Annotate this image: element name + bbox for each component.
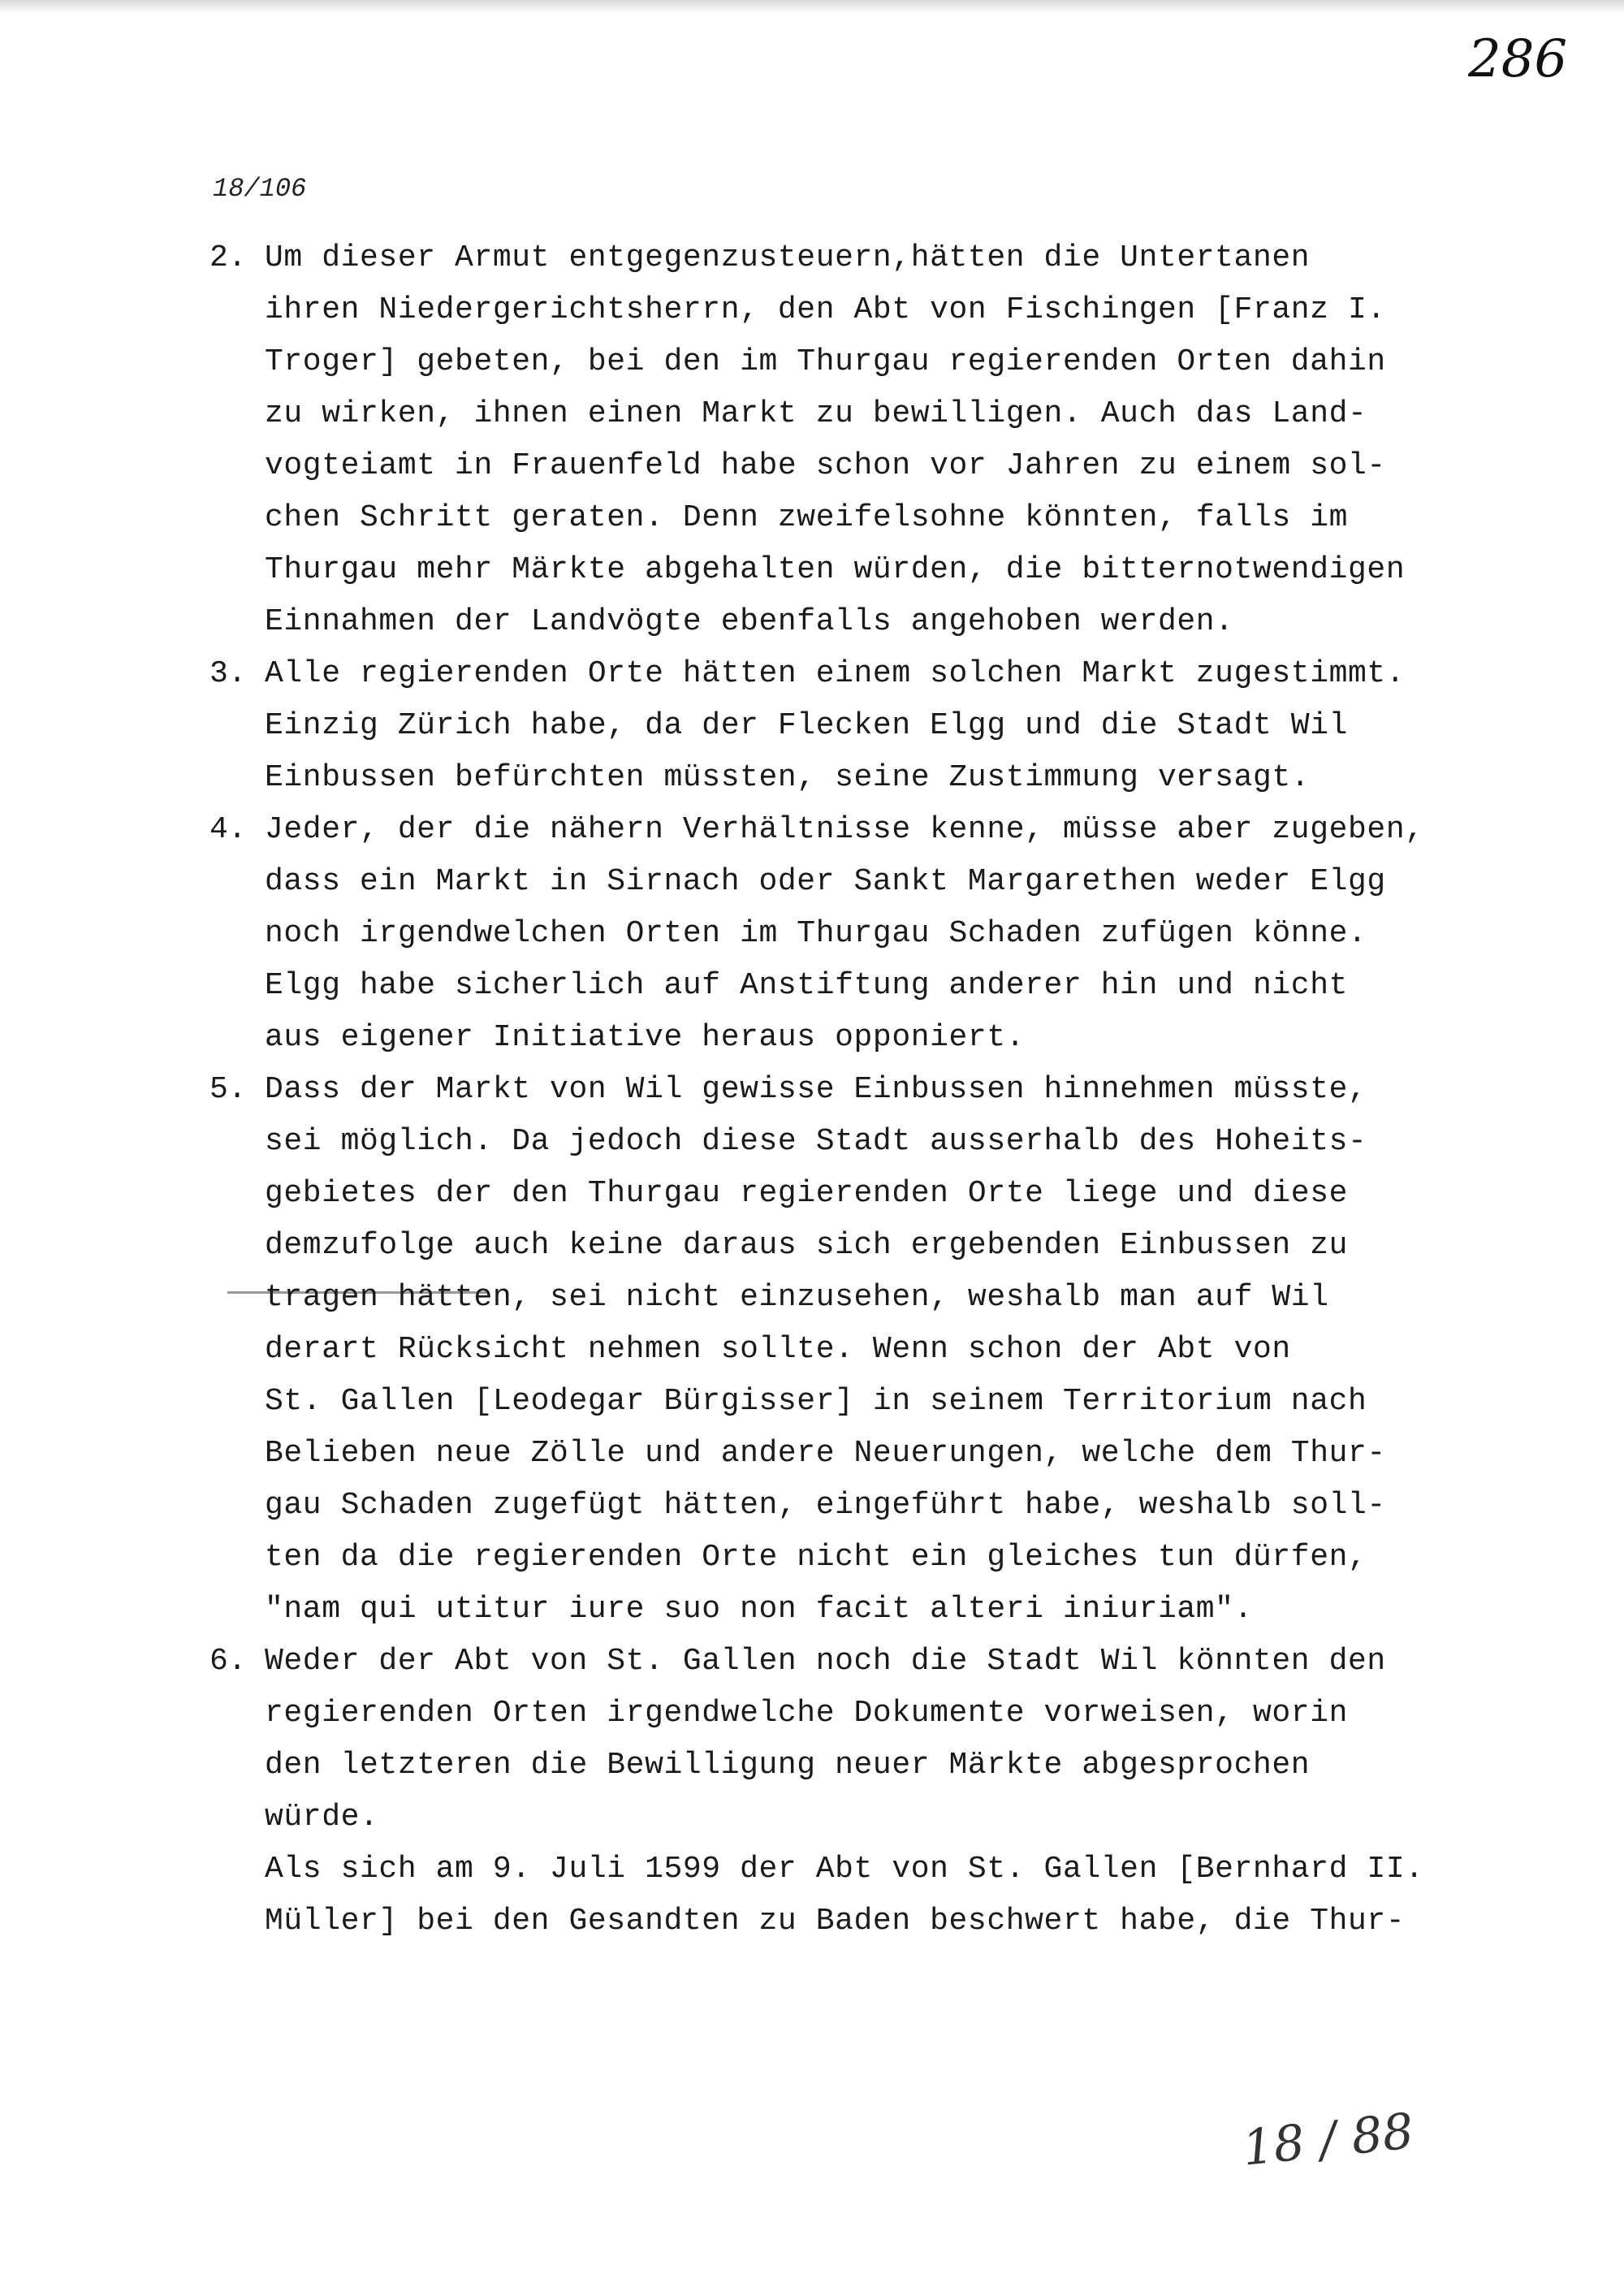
text-line: Weder der Abt von St. Gallen noch die Stadt Wil könnten den [265,1644,1386,1679]
handwritten-folio-number: 18 / 88 [1239,2103,1417,2177]
text-line: Belieben neue Zölle und andere Neuerungen, welche dem Thur- [265,1436,1386,1471]
text-line: gau Schaden zugefügt hätten, eingeführt habe, weshalb soll- [265,1488,1386,1523]
text-line: ten da die regierenden Orte nicht ein gleiches tun dürfen, [265,1540,1367,1575]
text-line: gebietes der den Thurgau regierenden Orte liege und diese [265,1176,1349,1211]
text-line: aus eigener Initiative heraus opponiert. [265,1020,1026,1055]
text-line: chen Schritt geraten. Denn zweifelsohne könnten, falls im [265,500,1349,535]
item-number: 6. [209,1644,247,1679]
text-line: dass ein Markt in Sirnach oder Sankt Margarethen weder Elgg [265,864,1386,899]
text-line: Dass der Markt von Wil gewisse Einbussen hinnehmen müsste, [265,1072,1367,1107]
text-line: Thurgau mehr Märkte abgehalten würden, die bitternotwendigen [265,552,1406,587]
text-line: Elgg habe sicherlich auf Anstiftung anderer hin und nicht [265,968,1349,1003]
text-line: sei möglich. Da jedoch diese Stadt ausserhalb des Hoheits- [265,1124,1367,1159]
page-stamp-number: 286 [1468,29,1568,89]
scan-edge [0,0,1624,13]
text-line: Jeder, der die nähern Verhältnisse kenne, müsse aber zugeben, [265,812,1424,847]
text-line: Einbussen befürchten müssten, seine Zustimmung versagt. [265,760,1311,795]
text-line: ihren Niedergerichtsherrn, den Abt von Fischingen [Franz I. [265,292,1386,327]
document-reference: 18/106 [213,174,307,204]
text-line: Troger] gebeten, bei den im Thurgau regierenden Orten dahin [265,344,1386,379]
text-line: derart Rücksicht nehmen sollte. Wenn schon der Abt von [265,1332,1291,1367]
text-line: vogteiamt in Frauenfeld habe schon vor Jahren zu einem sol- [265,448,1386,483]
text-line: Müller] bei den Gesandten zu Baden beschwert habe, die Thur- [265,1904,1406,1939]
text-line: tragen hätten, sei nicht einzusehen, weshalb man auf Wil [265,1280,1329,1315]
text-line: demzufolge auch keine daraus sich ergebenden Einbussen zu [265,1228,1349,1263]
text-line: Einnahmen der Landvögte ebenfalls angehoben werden. [265,604,1234,639]
text-line: noch irgendwelchen Orten im Thurgau Schaden zufügen könne. [265,916,1367,951]
item-number: 3. [209,656,247,691]
text-line: Als sich am 9. Juli 1599 der Abt von St. Gallen [Bernhard II. [265,1852,1424,1887]
text-line: zu wirken, ihnen einen Markt zu bewilligen. Auch das Land- [265,396,1367,431]
item-number: 5. [209,1072,247,1107]
text-line: St. Gallen [Leodegar Bürgisser] in seinem Territorium nach [265,1384,1367,1419]
text-line: regierenden Orten irgendwelche Dokumente vorweisen, worin [265,1696,1349,1731]
text-line: Alle regierenden Orte hätten einem solchen Markt zugestimmt. [265,656,1406,691]
text-line: "nam qui utitur iure suo non facit alteri iniuriam". [265,1592,1253,1627]
text-line: Um dieser Armut entgegenzusteuern,hätten die Untertanen [265,240,1311,275]
text-line: den letzteren die Bewilligung neuer Märkte abgesprochen [265,1748,1311,1783]
text-line: würde. [265,1800,379,1835]
item-number: 4. [209,812,247,847]
text-line: Einzig Zürich habe, da der Flecken Elgg und die Stadt Wil [265,708,1349,743]
item-number: 2. [209,240,247,275]
